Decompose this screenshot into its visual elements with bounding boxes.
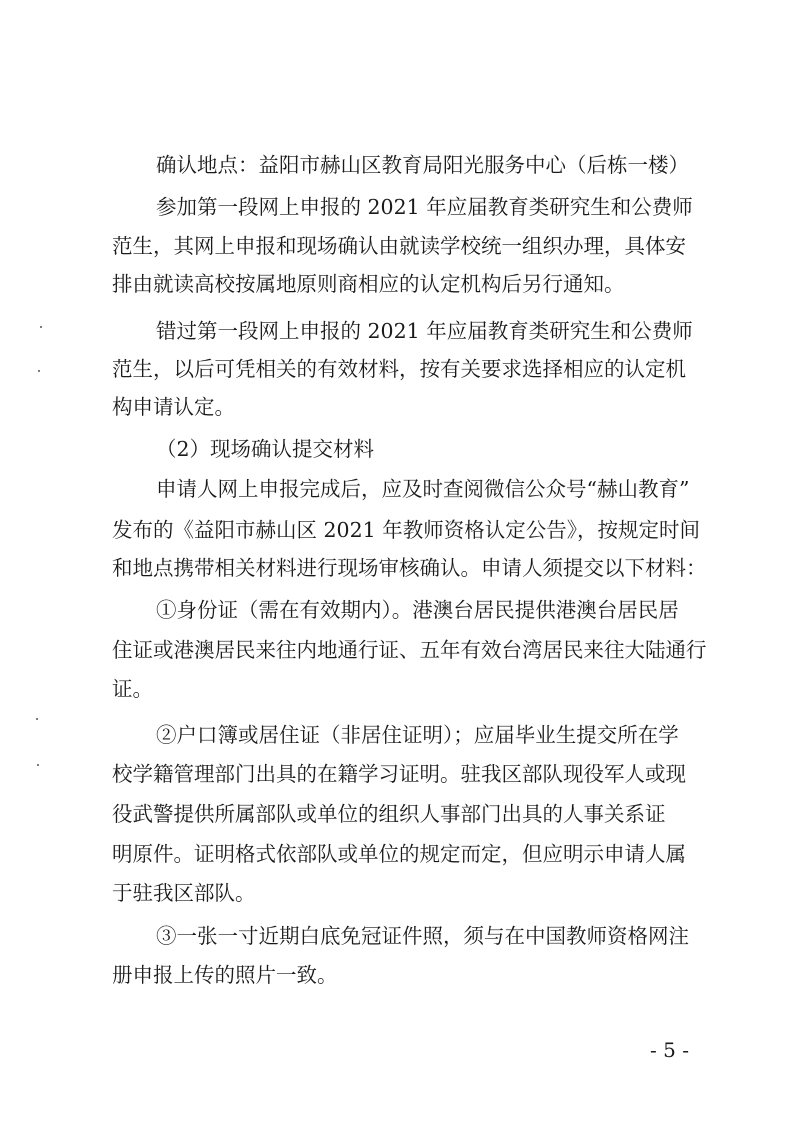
list-item-2-line: ②户口簿或居住证（非居住证明）；应届毕业生提交所在学 <box>156 723 679 747</box>
paragraph-line: 参加第一段网上申报的 2021 年应届教育类研究生和公费师 <box>156 195 693 219</box>
list-item-3-line: 册申报上传的照片一致。 <box>112 963 338 987</box>
list-item-2-line: 役武警提供所属部队或单位的组织人事部门出具的人事关系证 <box>112 802 666 826</box>
paragraph-line: 申请人网上申报完成后，应及时查阅微信公众号“赫山教育” <box>156 477 690 501</box>
paragraph-line: 排由就读高校按属地原则商相应的认定机构后另行通知。 <box>112 272 625 296</box>
list-item-2-line: 校学籍管理部门出具的在籍学习证明。驻我区部队现役军人或现 <box>112 762 686 786</box>
paragraph-line: 发布的《益阳市赫山区 2021 年教师资格认定公告》，按规定时间 <box>112 518 700 542</box>
list-item-1-line: 证。 <box>112 677 153 701</box>
scan-speck <box>37 764 39 766</box>
paragraph-line: 构申请认定。 <box>112 395 235 419</box>
list-item-2-line: 明原件。证明格式依部队或单位的规定而定，但应明示申请人属 <box>112 842 686 866</box>
list-item-1-line: ①身份证（需在有效期内）。港澳台居民提供港澳台居民居 <box>156 598 679 622</box>
page-number: - 5 - <box>650 1038 689 1062</box>
paragraph-line: 和地点携带相关材料进行现场审核确认。申请人须提交以下材料： <box>112 556 707 580</box>
confirm-location-line: 确认地点：益阳市赫山区教育局阳光服务中心（后栋一楼） <box>156 153 689 177</box>
scan-speck <box>38 370 40 372</box>
list-item-2-line: 于驻我区部队。 <box>112 881 256 905</box>
scan-speck <box>36 718 38 720</box>
paragraph-line: 范生，其网上申报和现场确认由就读学校统一组织办理，具体安 <box>112 234 686 258</box>
list-item-1-line: 住证或港澳居民来往内地通行证、五年有效台湾居民来往大陆通行 <box>112 638 707 662</box>
list-item-3-line: ③一张一寸近期白底免冠证件照，须与在中国教师资格网注 <box>156 924 689 948</box>
scan-speck <box>40 326 42 328</box>
section-heading: （2）现场确认提交材料 <box>156 437 375 461</box>
paragraph-line: 范生，以后可凭相关的有效材料，按有关要求选择相应的认定机 <box>112 357 686 381</box>
paragraph-line: 错过第一段网上申报的 2021 年应届教育类研究生和公费师 <box>156 319 693 343</box>
